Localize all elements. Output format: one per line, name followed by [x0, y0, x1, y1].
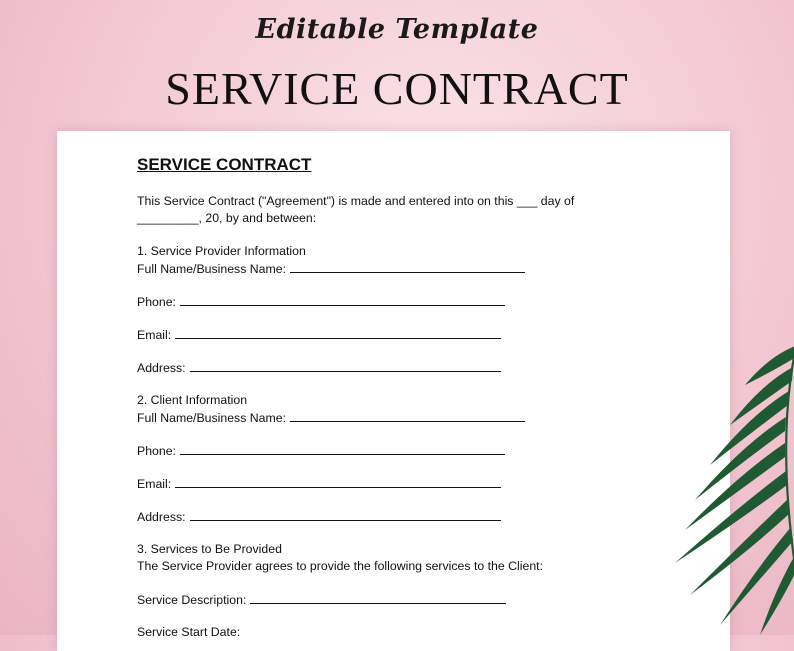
provider-address-label: Address: [137, 361, 186, 375]
provider-address-field[interactable] [190, 359, 501, 372]
document-body [137, 155, 617, 641]
provider-phone-field[interactable] [180, 293, 505, 306]
provider-name-row [137, 260, 617, 277]
palm-leaf-decoration [650, 325, 794, 635]
client-name-row [137, 409, 617, 426]
service-description-row [137, 591, 617, 608]
provider-email-field[interactable] [175, 326, 501, 339]
document-title: SERVICE CONTRACT [137, 155, 312, 174]
service-start-date-label: Service Start Date: [137, 625, 241, 639]
intro-line-2: _________, 20, by and between: [137, 211, 317, 225]
client-email-label: Email: [137, 477, 172, 491]
client-phone-label: Phone: [137, 444, 176, 458]
main-title: SERVICE CONTRACT [165, 63, 629, 114]
client-name-label: Full Name/Business Name: [137, 411, 286, 425]
provider-name-label: Full Name/Business Name: [137, 262, 286, 276]
service-description-field[interactable] [250, 591, 506, 604]
provider-phone-label: Phone: [137, 295, 176, 309]
section-3-text: The Service Provider agrees to provide the following services to the Client: [137, 559, 543, 573]
client-address-label: Address: [137, 510, 186, 524]
client-email-row [137, 475, 617, 492]
client-address-field[interactable] [190, 508, 501, 521]
document-page [57, 131, 730, 651]
intro-paragraph [137, 193, 617, 227]
client-name-field[interactable] [290, 409, 525, 422]
service-description-label: Service Description: [137, 593, 247, 607]
intro-line-1: This Service Contract ("Agreement") is made and entered into on this ___ day of [137, 194, 575, 208]
provider-email-label: Email: [137, 328, 172, 342]
section-3-heading: 3. Services to Be Provided [137, 542, 282, 556]
section-2-heading: 2. Client Information [137, 393, 248, 407]
provider-email-row [137, 326, 617, 343]
provider-address-row [137, 359, 617, 376]
client-email-field[interactable] [175, 475, 501, 488]
section-1-heading: 1. Service Provider Information [137, 244, 306, 258]
client-phone-field[interactable] [180, 442, 505, 455]
script-title: Editable Template [255, 14, 539, 45]
provider-name-field[interactable] [290, 260, 525, 273]
service-start-date-row [137, 624, 617, 641]
client-phone-row [137, 442, 617, 459]
provider-phone-row [137, 293, 617, 310]
client-address-row [137, 508, 617, 525]
